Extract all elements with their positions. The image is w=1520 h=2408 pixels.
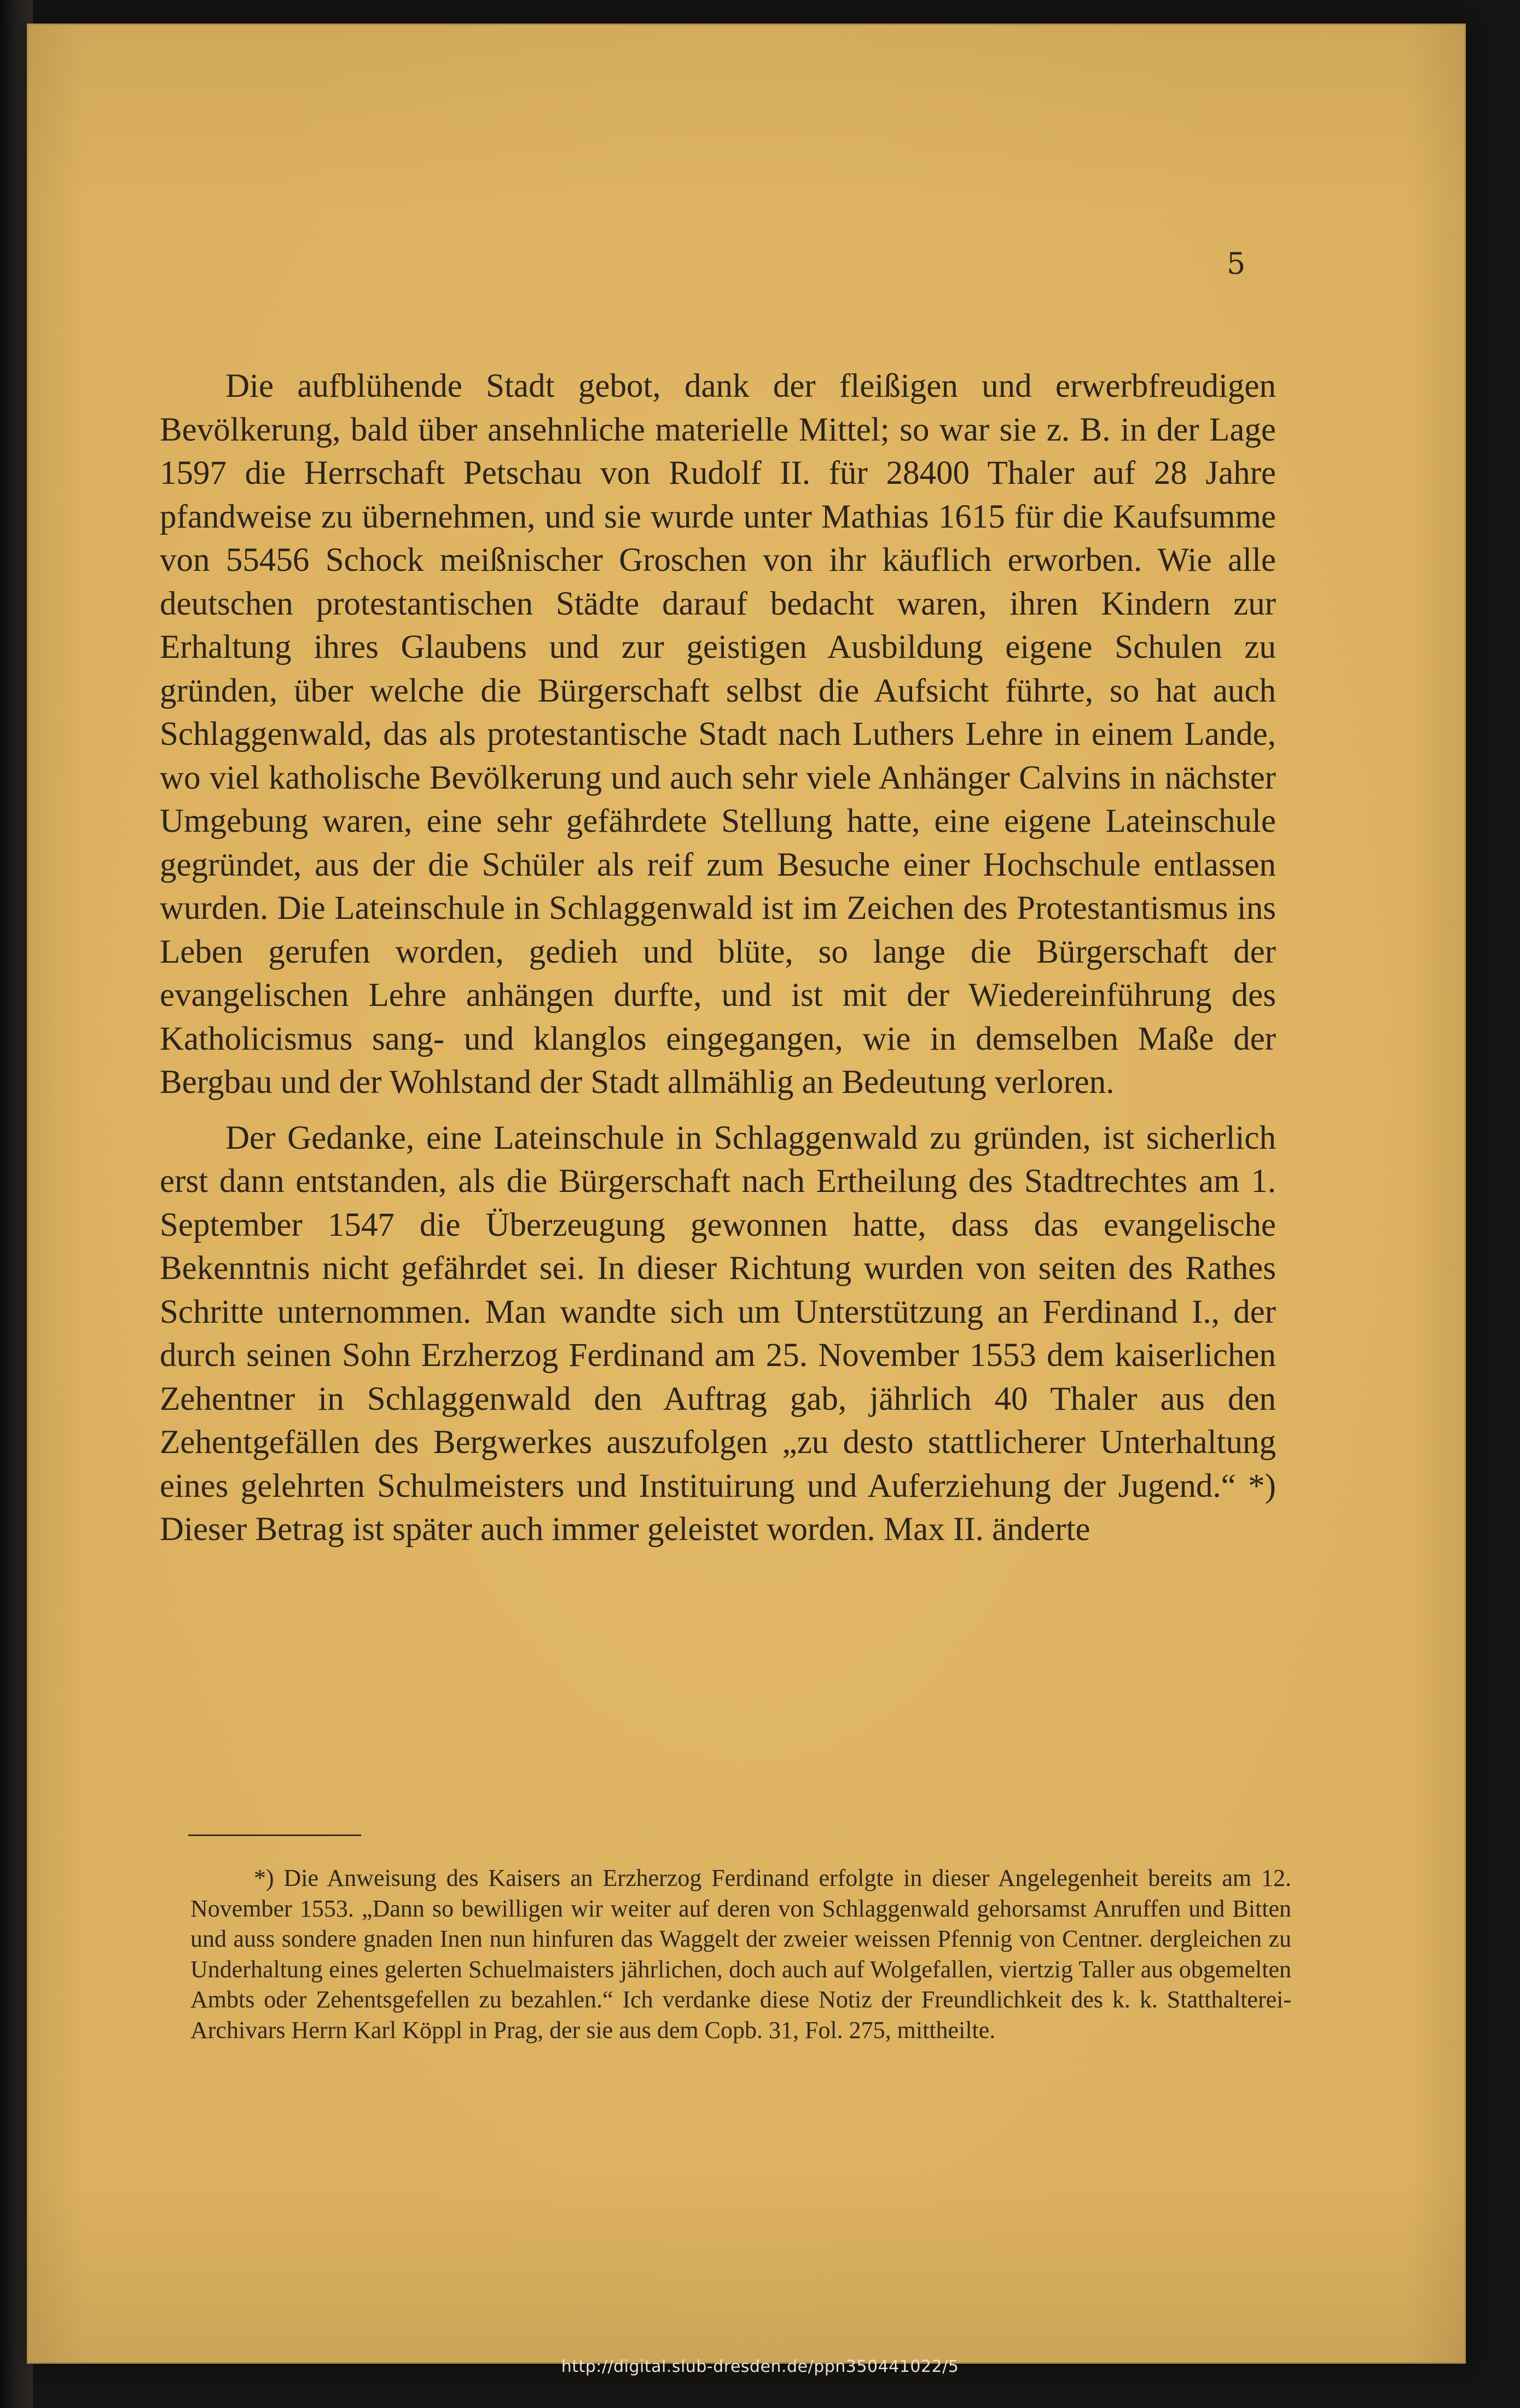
scan-background-edge <box>0 0 33 2408</box>
footnote-divider <box>188 1834 361 1836</box>
document-page <box>28 25 1464 2362</box>
source-url: http://digital.slub-dresden.de/ppn350441022/5 <box>561 2357 959 2376</box>
paragraph-1: Die aufblühende Stadt gebot, dank der fleißigen und erwerbfreudigen Bevölkerung, bald über ansehnliche materielle Mittel; so war sie z. B. in der Lage 1597 die Herrschaft Petschau von Rudolf II. für 28400 Thaler auf 28 Jahre pfandweise zu übernehmen, und sie wurde unter Mathias 1615 für die Kaufsumme von 55456 Schock meißnischer Groschen von ihr käuflich erworben. Wie alle deutschen protestantischen Städte darauf bedacht waren, ihren Kindern zur Erhaltung ihres Glaubens und zur geistigen Ausbildung eigene Schulen zu gründen, über welche die Bürgerschaft selbst die Aufsicht führte, so hat auch Schlaggenwald, das als protestantische Stadt nach Luthers Lehre in einem Lande, wo viel katholische Bevölkerung und auch sehr viele Anhänger Calvins in nächster Umgebung waren, eine sehr gefährdete Stellung hatte, eine eigene Lateinschule gegründet, aus der die Schüler als reif zum Besuche einer Hochschule entlassen wurden. Die Lateinschule in Schlaggenwald ist im Zeichen des Protestantismus ins Leben gerufen worden, gedieh und blüte, so lange die Bürgerschaft der evangelischen Lehre anhängen durfte, und ist mit der Wiedereinführung des Katholicismus sang- und klanglos eingegangen, wie in demselben Maße der Bergbau und der Wohlstand der Stadt allmählig an Bedeutung verloren. <box>160 368 1276 1101</box>
paragraph-2: Der Gedanke, eine Lateinschule in Schlaggenwald zu gründen, ist sicherlich erst dann entstanden, als die Bürgerschaft nach Ertheilung des Stadtrechtes am 1. September 1547 die Überzeugung gewonnen hatte, dass das evangelische Bekenntnis nicht gefährdet sei. In dieser Richtung wurden von seiten des Rathes Schritte unternommen. Man wandte sich um Unterstützung an Ferdinand I., der durch seinen Sohn Erzherzog Ferdinand am 25. November 1553 dem kaiserlichen Zehentner in Schlaggenwald den Auftrag gab, jährlich 40 Thaler aus den Zehentgefällen des Bergwerkes auszufolgen „zu desto stattlicherer Unterhaltung eines gelehrten Schulmeisters und Instituirung und Auferziehung der Jugend.“ *) Dieser Betrag ist später auch immer geleistet worden. Max II. änderte <box>160 1119 1276 1548</box>
main-text <box>160 364 1276 1552</box>
footnote: *) Die Anweisung des Kaisers an Erzherzog Ferdinand erfolgte in dieser Angelegenheit bereits am 12. November 1553. „Dann so bewilligen wir weiter auf deren von Schlaggenwald gehorsamst Anruffen und Bitten und auss sondere gnaden Inen nun hinfuren das Waggelt der zweier weissen Pfennig von Centner. dergleichen zu Underhaltung eines gelerten Schuelmaisters jährlichen, doch auch auf Wolgefallen, viertzig Taller aus obgemelten Ambts oder Zehentsgefellen zu bezahlen.“ Ich verdanke diese Notiz der Freundlichkeit des k. k. Statthalterei-Archivars Herrn Karl Köppl in Prag, der sie aus dem Copb. 31, Fol. 275, mittheilte. <box>190 1865 1291 2044</box>
page-number: 5 <box>1227 246 1246 281</box>
